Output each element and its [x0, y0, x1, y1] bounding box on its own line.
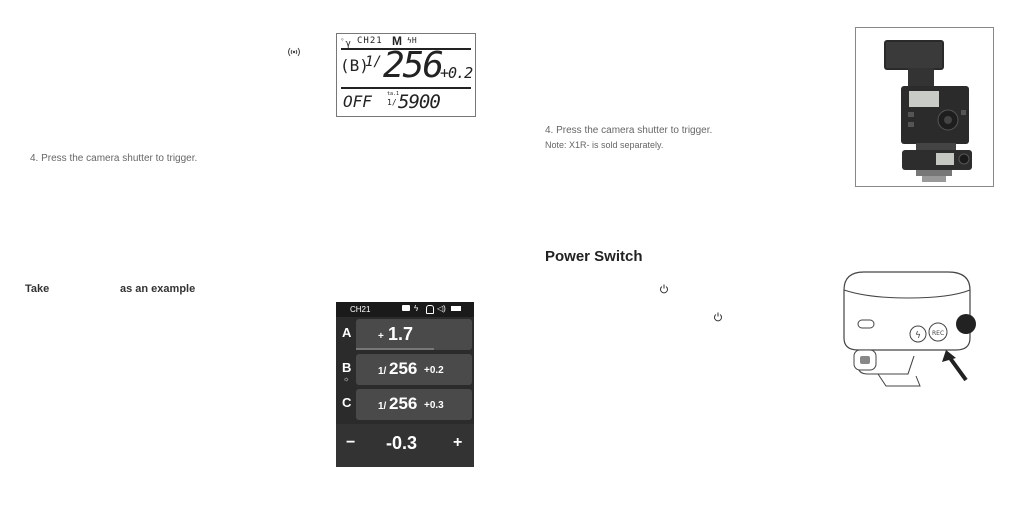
- lcd-mode: M: [392, 34, 402, 48]
- lcd-group: (B): [340, 56, 369, 75]
- group-c-prefix: 1/: [378, 401, 387, 412]
- bulb-icon: [426, 305, 434, 314]
- lcd-zoom-prefix: ta.1: [387, 91, 400, 97]
- lcd-zoom-value: 5900: [398, 91, 440, 113]
- sold-separately-note: Note: X1R- is sold separately.: [545, 140, 664, 150]
- group-c-letter: C: [342, 395, 352, 410]
- lcd-zoom-frac: 1/: [387, 98, 397, 107]
- group-c-value: 256: [389, 394, 418, 413]
- receiver-drawing: [838, 268, 978, 388]
- flash-icon: ϟ: [414, 304, 419, 313]
- left-step-4: 4. Press the camera shutter to trigger.: [30, 153, 198, 164]
- lcd-divider-mid: [341, 87, 471, 89]
- lcd-power: 256: [383, 45, 443, 86]
- phone-channel: CH21: [350, 305, 371, 314]
- group-a-value: 1.7: [388, 324, 414, 344]
- lcd-channel: CH21: [357, 36, 383, 46]
- group-b-field[interactable]: [356, 354, 472, 385]
- lcd-off: OFF: [343, 92, 372, 111]
- group-a-field[interactable]: [356, 319, 472, 350]
- phone-screen: [336, 302, 474, 467]
- plus-button[interactable]: +: [453, 434, 463, 451]
- phone-status-bar: [336, 302, 474, 317]
- group-a-row[interactable]: [338, 319, 472, 350]
- group-b-value: 256: [389, 359, 418, 378]
- take-label: Take: [25, 283, 50, 295]
- group-b-sun-icon: ☼: [343, 376, 350, 383]
- svg-text:ϟ: ϟ: [915, 331, 921, 341]
- battery-icon: [451, 306, 461, 311]
- group-a-prefix: +: [378, 331, 384, 342]
- group-b-row[interactable]: [338, 354, 472, 385]
- flash-receiver-photo: [855, 27, 994, 187]
- group-a-power-bar: [356, 348, 434, 350]
- lcd-flash-icon: ϟH: [407, 36, 417, 45]
- lcd-fraction: 1/: [365, 54, 382, 70]
- group-b-adjust: +0.2: [424, 365, 444, 376]
- lcd-panel: [336, 33, 476, 117]
- power-switch-heading: Power Switch: [545, 248, 643, 265]
- wireless-icon: [287, 45, 301, 57]
- right-step-4: 4. Press the camera shutter to trigger.: [545, 125, 713, 136]
- camera-icon: [402, 305, 410, 311]
- example-label: as an example: [120, 283, 196, 295]
- svg-text:REC: REC: [932, 330, 945, 337]
- speaker-icon: ◁): [437, 304, 446, 313]
- power-icon: [713, 309, 723, 319]
- group-a-letter: A: [342, 325, 352, 340]
- group-c-adjust: +0.3: [424, 400, 444, 411]
- lcd-antenna: ﾟγ: [341, 39, 351, 49]
- minus-button[interactable]: −: [346, 434, 356, 451]
- group-c-row[interactable]: [338, 389, 472, 420]
- adjust-value: -0.3: [386, 433, 418, 453]
- group-b-letter: B: [342, 360, 352, 375]
- lcd-adjust: +0.2: [440, 64, 473, 82]
- group-b-prefix: 1/: [378, 366, 387, 377]
- power-icon: [659, 281, 669, 291]
- adjust-bar: [336, 424, 474, 467]
- group-c-field[interactable]: [356, 389, 472, 420]
